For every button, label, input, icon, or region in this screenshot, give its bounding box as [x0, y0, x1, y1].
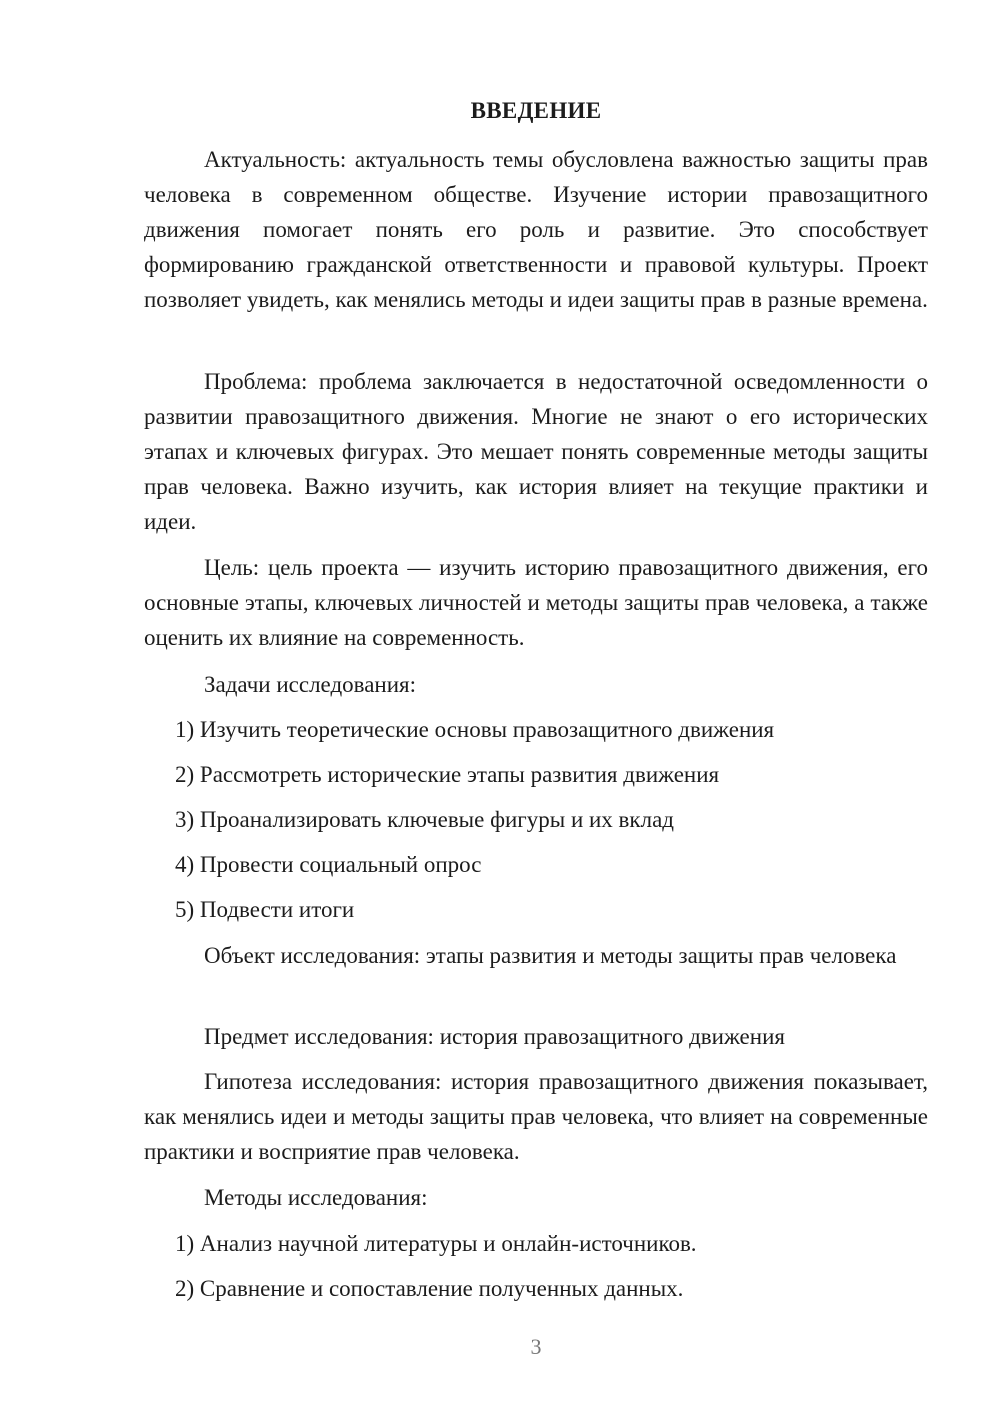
relevance-paragraph: Актуальность: актуальность темы обусловлена важностью защиты прав человека в современном обществе. Изучение истории правозащитного движения помогает понять его роль и развитие. Это способствует формированию гражданской ответственности и правовой культуры. Проект позволяет увидеть, как менялись методы и идеи защиты прав в разные времена. — [144, 147, 928, 312]
method-item: 1) Анализ научной литературы и онлайн-источников. — [175, 1231, 697, 1256]
tasks-heading: Задачи исследования: — [204, 672, 417, 697]
hypothesis-paragraph: Гипотеза исследования: история правозащитного движения показывает, как менялись идеи и методы защиты прав человека, что влияет на современные практики и восприятие прав человека. — [144, 1069, 928, 1164]
object-paragraph: Объект исследования: этапы развития и методы защиты прав человека — [204, 943, 897, 968]
page-number: 3 — [530, 1334, 542, 1359]
methods-heading: Методы исследования: — [204, 1185, 428, 1210]
section-title: ВВЕДЕНИЕ — [470, 98, 602, 123]
goal-paragraph: Цель: цель проекта — изучить историю правозащитного движения, его основные этапы, ключевых личностей и методы защиты прав человека, а также оценить их влияние на современность. — [144, 555, 928, 650]
task-item: 5) Подвести итоги — [175, 897, 355, 922]
problem-paragraph: Проблема: проблема заключается в недостаточной осведомленности о развитии правозащитного движения. Многие не знают о его исторических этапах и ключевых фигурах. Это мешает понять современные методы защиты прав человека. Важно изучить, как история влияет на текущие практики и идеи. — [144, 369, 928, 534]
task-item: 3) Проанализировать ключевые фигуры и их вклад — [175, 807, 674, 832]
task-item: 2) Рассмотреть исторические этапы развития движения — [175, 762, 720, 787]
task-item: 1) Изучить теоретические основы правозащитного движения — [175, 717, 775, 742]
method-item: 2) Сравнение и сопоставление полученных данных. — [175, 1276, 684, 1301]
task-item: 4) Провести социальный опрос — [175, 852, 482, 877]
subject-paragraph: Предмет исследования: история правозащитного движения — [204, 1024, 785, 1049]
